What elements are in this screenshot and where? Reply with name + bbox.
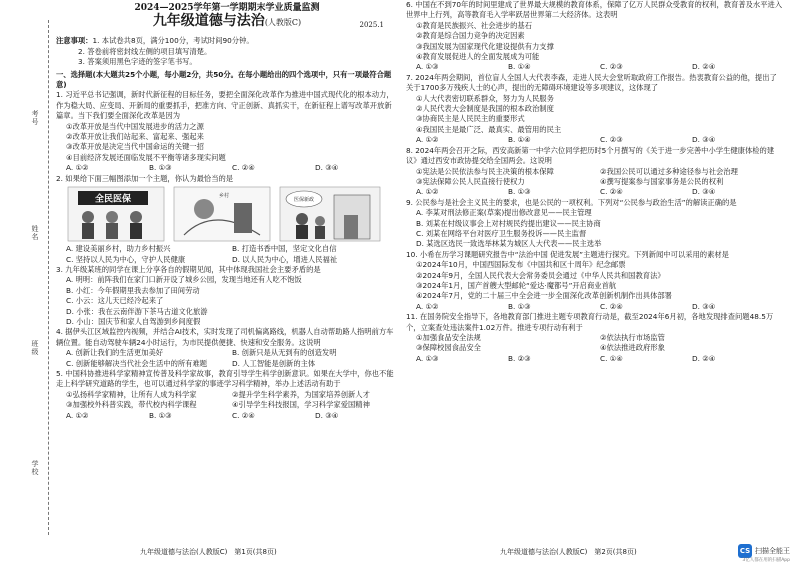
option: ③协商民主是人民民主的重要形式 xyxy=(416,114,525,124)
answer-choices xyxy=(406,187,784,197)
choice: D. ③④ xyxy=(315,410,339,420)
choice: B. 创新只是从无到有的创造发明 xyxy=(232,348,337,358)
question-stem: 2. 如果给下面三幅图添加一个主题，你认为最恰当的是 xyxy=(56,173,234,183)
question-11 xyxy=(406,312,784,364)
option-list xyxy=(56,390,398,411)
question-stem: 7. 2024年两会期间，首位盲人全国人大代表李森，走进人民大会堂听取政府工作报告。热衷教育公益的他，提出了关于1700多万残疾人士的心声，提出的无障碍环境建设等多项建议，这体现了 xyxy=(406,72,777,93)
question-2 xyxy=(56,174,398,265)
choice: B. 打造书香中国，坚定文化自信 xyxy=(232,244,337,254)
watermark-subtext: 3亿人都在用的扫描App xyxy=(742,558,790,563)
cartoon-panel-2 xyxy=(174,187,270,241)
answer-choices xyxy=(56,244,398,265)
choice: A. ①③ xyxy=(416,62,439,72)
option: ④撰写提案参与国家事务是公民的权利 xyxy=(600,176,724,186)
option: ①弘扬科学家精神，让所有人成为科学家 xyxy=(66,389,197,399)
option: A. 李某对刑法修正案(草案)提出修改意见——民主管理 xyxy=(416,208,592,218)
option: B. 刘某在村级议事会上对村规民约提出建议——民主协商 xyxy=(416,218,601,228)
question-6 xyxy=(406,0,784,73)
option: A. 明明：前阵我们在家门口新开设了城乡公园，发现当地还有人吃不饱饭 xyxy=(66,275,302,285)
option: ③加强校外科普实践，带代校内科学课程 xyxy=(66,400,197,410)
question-9 xyxy=(406,198,784,250)
option: ④我国民主是最广泛、最真实、最管用的民主 xyxy=(416,124,562,134)
choice: C. ②④ xyxy=(600,187,623,197)
option: ①2024年10月，中国西国际发布《中国共和区十周年》纪念邮票 xyxy=(416,260,626,270)
choice: C. ①④ xyxy=(600,353,623,363)
option: ③改革开放是决定当代中国命运的关键一招 xyxy=(66,142,204,152)
option: B. 小红：今年假期里我去参加了田间劳动 xyxy=(66,285,200,295)
choice: C. ②④ xyxy=(232,163,255,173)
exam-date: 2025.1 xyxy=(359,21,384,30)
answer-choices xyxy=(56,163,398,173)
choice: B. ②③ xyxy=(508,353,531,363)
option: ②改革开放让我们站起来、富起来、强起来 xyxy=(66,132,204,142)
binding-label-school: 学校 xyxy=(31,460,39,476)
question-stem: 10. 小希在历学习课题研究报告中“法治中国 促进发展”主题进行探究。下列新闻中可以采用的素材是 xyxy=(406,249,729,259)
left-column xyxy=(56,0,398,421)
option: ①加强食品安全法规 xyxy=(416,333,481,342)
question-stem: 3. 九年级某班的同学在课上分享各自的假期见闻，其中体现我国社会主要矛盾的是 xyxy=(56,264,321,274)
choice: A. ①③ xyxy=(416,353,439,363)
choice: A. ①② xyxy=(66,163,89,173)
choice: A. 建设美丽乡村，助力乡村振兴 xyxy=(66,244,171,254)
choice: D. ③④ xyxy=(315,163,339,173)
choice: B. ①④ xyxy=(508,135,531,145)
option: C. 小云：这儿天已经冷起来了 xyxy=(66,296,164,306)
notice-line: 3. 答案须用黑色字迹的签字笔书写。 xyxy=(78,57,197,67)
choice: D. 人工智能是创新的主体 xyxy=(232,358,316,368)
page-footer-right: 九年级道德与法治(人教版C) 第2页(共8页) xyxy=(500,548,637,556)
option-list xyxy=(406,333,784,354)
cartoon-panel-3 xyxy=(280,187,380,241)
question-stem: 1. 习近平总书记强调，新时代新征程的目标任务，要把全面深化改革作为推进中国式现代化的根本动力，作为稳大局、应变局、开新局的重要抓手，把准方向、守正创新、真抓实干，在新征程上谱写改革开放新篇章。当下我们要全面深化改革是因为 xyxy=(56,90,394,121)
choice: D. ③④ xyxy=(692,187,716,197)
page-title xyxy=(56,13,398,34)
question-stem: 5. 中国科协推进科学家精神宣传普及科学家故事，教育引导学生科学创新意识。如果在大学中，你也不能走上科学研究道路的学生，也可以通过科学家的事迹学习科学精神，举办上述活动有助于 xyxy=(56,368,394,389)
question-stem: 11. 在国务院安全指导下，各地教育部门推进主题专项教育行动是，截至2024年6月初，各地发现排查问题48.5万个，立案查处违法案件1.02万件。推进专项行动有利于 xyxy=(406,312,774,332)
option-list xyxy=(406,167,784,188)
answer-choices xyxy=(406,302,784,312)
option: ③宪法保障公民人民直接行使权力 xyxy=(416,176,525,186)
binding-margin xyxy=(4,20,54,535)
option: D. 某选区选民一致选举林某为城区人大代表——民主选举 xyxy=(416,239,602,249)
option: ③2024年1月，国产首艘大型邮轮“爱达·魔都号”开启商业首航 xyxy=(416,280,617,290)
cartoon-caption-2: 医保新政 xyxy=(293,197,315,204)
choice: B. ①③ xyxy=(149,410,172,420)
question-4 xyxy=(56,327,398,369)
answer-choices xyxy=(406,135,784,145)
binding-label-kaohao: 考号 xyxy=(31,110,39,126)
option: ①宪法是公民依法参与民主决策的根本保障 xyxy=(416,166,554,176)
option: ③我国发展为国家现代化建设提供有力支撑 xyxy=(416,41,554,51)
answer-choices xyxy=(406,62,784,72)
choice: C. ②③ xyxy=(600,135,623,145)
cartoon-illustration xyxy=(64,185,384,243)
option: ①教育是民族振兴、社会进步的基石 xyxy=(416,20,532,30)
answer-choices xyxy=(56,348,398,369)
notice-label: 注意事项： xyxy=(56,36,93,46)
cartoon-panel-1 xyxy=(68,187,164,241)
question-stem: 6. 中国在不到70年的时间里建成了世界最大规模的教育体系，保障了亿万人民群众受教育的权利，教育普及水平进入世界中上行列，高等教育毛入学率跃居世界第二大经济体。这表明 xyxy=(406,0,783,20)
question-1 xyxy=(56,90,398,173)
option: ③保障校园食品安全 xyxy=(416,343,481,353)
notice-block xyxy=(56,36,398,67)
notice-line: 2. 答卷前将密封线左侧的项目填写清楚。 xyxy=(78,46,212,56)
choice: A. 创新让我们的生活更加美好 xyxy=(66,348,164,358)
option: C. 刘某在网络平台对医疗卫生服务投诉——民主监督 xyxy=(416,228,587,238)
choice: B. ①③ xyxy=(149,163,172,173)
option: ④教育发展促进人的全面发展成为可能 xyxy=(416,52,540,62)
answer-choices xyxy=(406,354,784,364)
seal-line xyxy=(48,20,49,535)
choice: B. ①③ xyxy=(508,187,531,197)
option: ②提升学生科学素养，为国家培养创新人才 xyxy=(232,389,370,399)
exam-header-title: 2024—2025学年第一学期期末学业质量监测 xyxy=(134,3,320,13)
option: ④依法推进政府形象 xyxy=(600,343,665,353)
question-stem: 8. 2024年两会召开之际，西安高新第一中学六位同学把历时5个月撰写的《关于进一步完善中小学生健康体检的建议》通过西安市政协提交给全国两会。这说明 xyxy=(406,145,775,166)
option: ①改革开放是当代中国发展进步的活力之源 xyxy=(66,121,204,131)
choice: A. ①② xyxy=(416,187,439,197)
choice: A. ①② xyxy=(416,135,439,145)
choice: A. ①② xyxy=(416,301,439,311)
option: ②我国公民可以通过多种途径参与社会治理 xyxy=(600,166,738,176)
choice: C. 坚持以人民为中心，守护人民健康 xyxy=(66,254,186,264)
cartoon-caption-3: 乡村 xyxy=(218,193,230,200)
choice: C. 创新能够解决当代社会生活中的所有难题 xyxy=(66,358,208,368)
question-7 xyxy=(406,73,784,146)
question-stem: 9. 公民参与是社会主义民主的要求，也是公民的一项权利。下列对“公民参与政治生活”的解读正确的是 xyxy=(406,197,737,207)
page-footer-left: 九年级道德与法治(人教版C) 第1页(共8页) xyxy=(140,548,277,556)
question-5 xyxy=(56,369,398,421)
binding-label-class: 班级 xyxy=(31,340,39,356)
binding-label-name: 姓名 xyxy=(31,225,39,241)
edition-label: (人教版C) xyxy=(264,18,302,28)
subject-title: 九年级道德与法治 xyxy=(152,13,265,30)
choice: B. ①④ xyxy=(508,62,531,72)
option: ②2024年9月，全国人民代表大会常务委员会通过《中华人民共和国教育法》 xyxy=(416,270,665,280)
scanner-watermark xyxy=(738,544,790,563)
cartoon-svg xyxy=(64,185,384,243)
watermark-text: 扫描全能王 xyxy=(755,547,790,555)
option: ②人民代表大会制度是我国的根本政治制度 xyxy=(416,104,554,114)
question-8 xyxy=(406,146,784,198)
question-10 xyxy=(406,250,784,312)
notice-line: 1. 本试卷共8页，满分100分，考试时间90分钟。 xyxy=(92,36,254,46)
choice: D. ②④ xyxy=(692,353,716,363)
choice: A. ①② xyxy=(66,410,89,420)
choice: D. ③④ xyxy=(692,135,716,145)
camscanner-logo-icon: CS xyxy=(738,544,752,558)
option: ④目前经济发展还面临发展不平衡等诸多现实问题 xyxy=(66,152,226,162)
choice: C. ②④ xyxy=(232,410,255,420)
choice: D. 以人民为中心，增进人民福祉 xyxy=(232,254,338,264)
option: ④引导学生科技报国，学习科学家爱国精神 xyxy=(232,400,370,410)
option: ④2024年7月，党的二十届三中全会进一步全面深化改革创新机制作出具体部署 xyxy=(416,291,672,301)
option: D. 小山：国庆节和家人自驾游到乡间度假 xyxy=(66,316,201,326)
question-3 xyxy=(56,265,398,327)
right-column xyxy=(406,0,784,364)
choice: D. ②④ xyxy=(692,62,716,72)
choice: C. ②④ xyxy=(600,301,623,311)
option: ②依法执行市场监管 xyxy=(600,333,665,342)
section-heading: 一、选择题(本大题共25个小题，每小题2分，共50分。在每小题给出的四个选项中，只有一项最符合题意) xyxy=(56,69,392,90)
answer-choices xyxy=(56,411,398,421)
cartoon-caption-1: 全民医保 xyxy=(94,194,132,205)
question-stem: 4. 据伊头江区域监控内视频，并结合AI技术，实时发现了司机偏离路线，机器人自动帮助路人指明前方车辆位置。能自动驾驶车辆24小时运行，为市民提供便捷、快速和安全服务。这说明 xyxy=(56,327,394,347)
option: D. 小张：我在云南伴游下茶马古道文化旅游 xyxy=(66,306,208,316)
option: ①人大代表密切联系群众，努力为人民服务 xyxy=(416,93,554,103)
choice: B. ①③ xyxy=(508,301,531,311)
choice: C. ②③ xyxy=(600,62,623,72)
choice: D. ③④ xyxy=(692,301,716,311)
option: ②教育是综合国力竞争的决定因素 xyxy=(416,31,525,41)
